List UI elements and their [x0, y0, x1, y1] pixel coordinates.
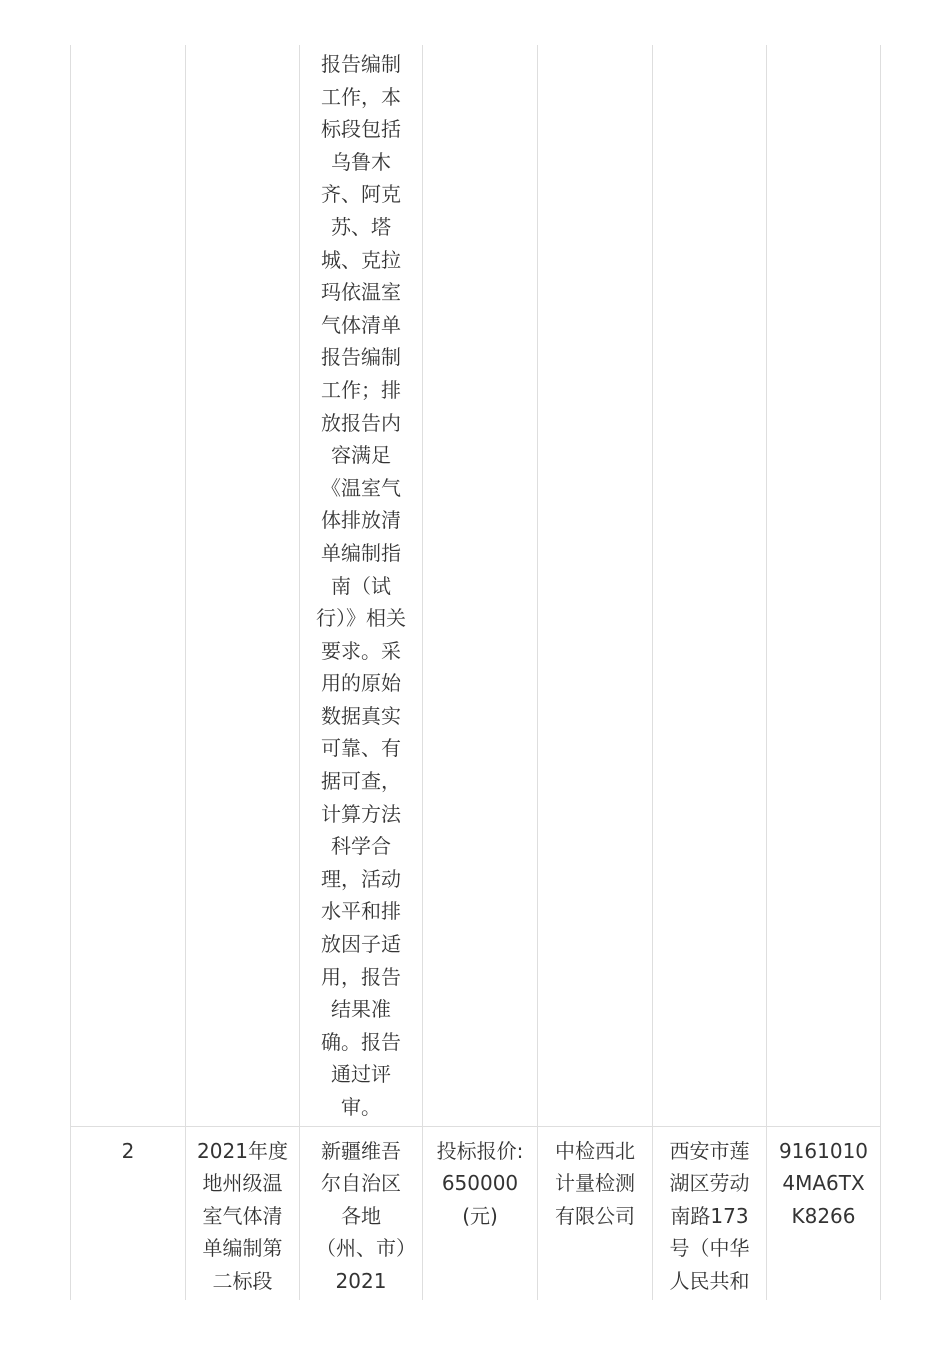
company-text: 中检西北计量检测有限公司 — [555, 1138, 635, 1228]
description-continued-text: 报告编制工作，本标段包括乌鲁木齐、阿克苏、塔城、克拉玛依温室气体清单报告编制工作；排放报告内容满足《温室气体排放清单编制指南（试行）》相关要求。采用的原始数据真实可靠、有据可查，计算方法科学合理，活动水平和排放因子适用，报告结果准确。报告通过评审。 — [316, 52, 406, 1119]
address-text: 西安市莲湖区劳动南路173号（中华人民共和 — [669, 1138, 750, 1293]
table-row — [71, 1126, 881, 1300]
description-text: 新疆维吾尔自治区各地（州、市）2021 — [316, 1138, 406, 1293]
description-cell — [300, 45, 423, 1126]
bid-price-text: 投标报价:650000(元) — [436, 1138, 524, 1228]
bid-price-cell-empty — [423, 45, 538, 1126]
description-cell — [300, 1126, 423, 1300]
row-index: 2 — [121, 1138, 135, 1163]
credit-code-text: 91610104MA6TXK8266 — [778, 1138, 869, 1228]
credit-code-cell — [767, 1126, 881, 1300]
address-cell-empty — [653, 45, 767, 1126]
address-cell — [653, 1126, 767, 1300]
company-cell-empty — [538, 45, 653, 1126]
credit-code-cell-empty — [767, 45, 881, 1126]
company-cell — [538, 1126, 653, 1300]
index-cell-empty — [71, 45, 186, 1126]
project-name-cell-empty — [186, 45, 300, 1126]
bid-price-cell — [423, 1126, 538, 1300]
project-name-text: 2021年度地州级温室气体清单编制第二标段 — [197, 1138, 288, 1293]
results-table — [70, 45, 881, 1300]
index-cell — [71, 1126, 186, 1300]
table-row-continuation — [71, 45, 881, 1126]
project-name-cell — [186, 1126, 300, 1300]
